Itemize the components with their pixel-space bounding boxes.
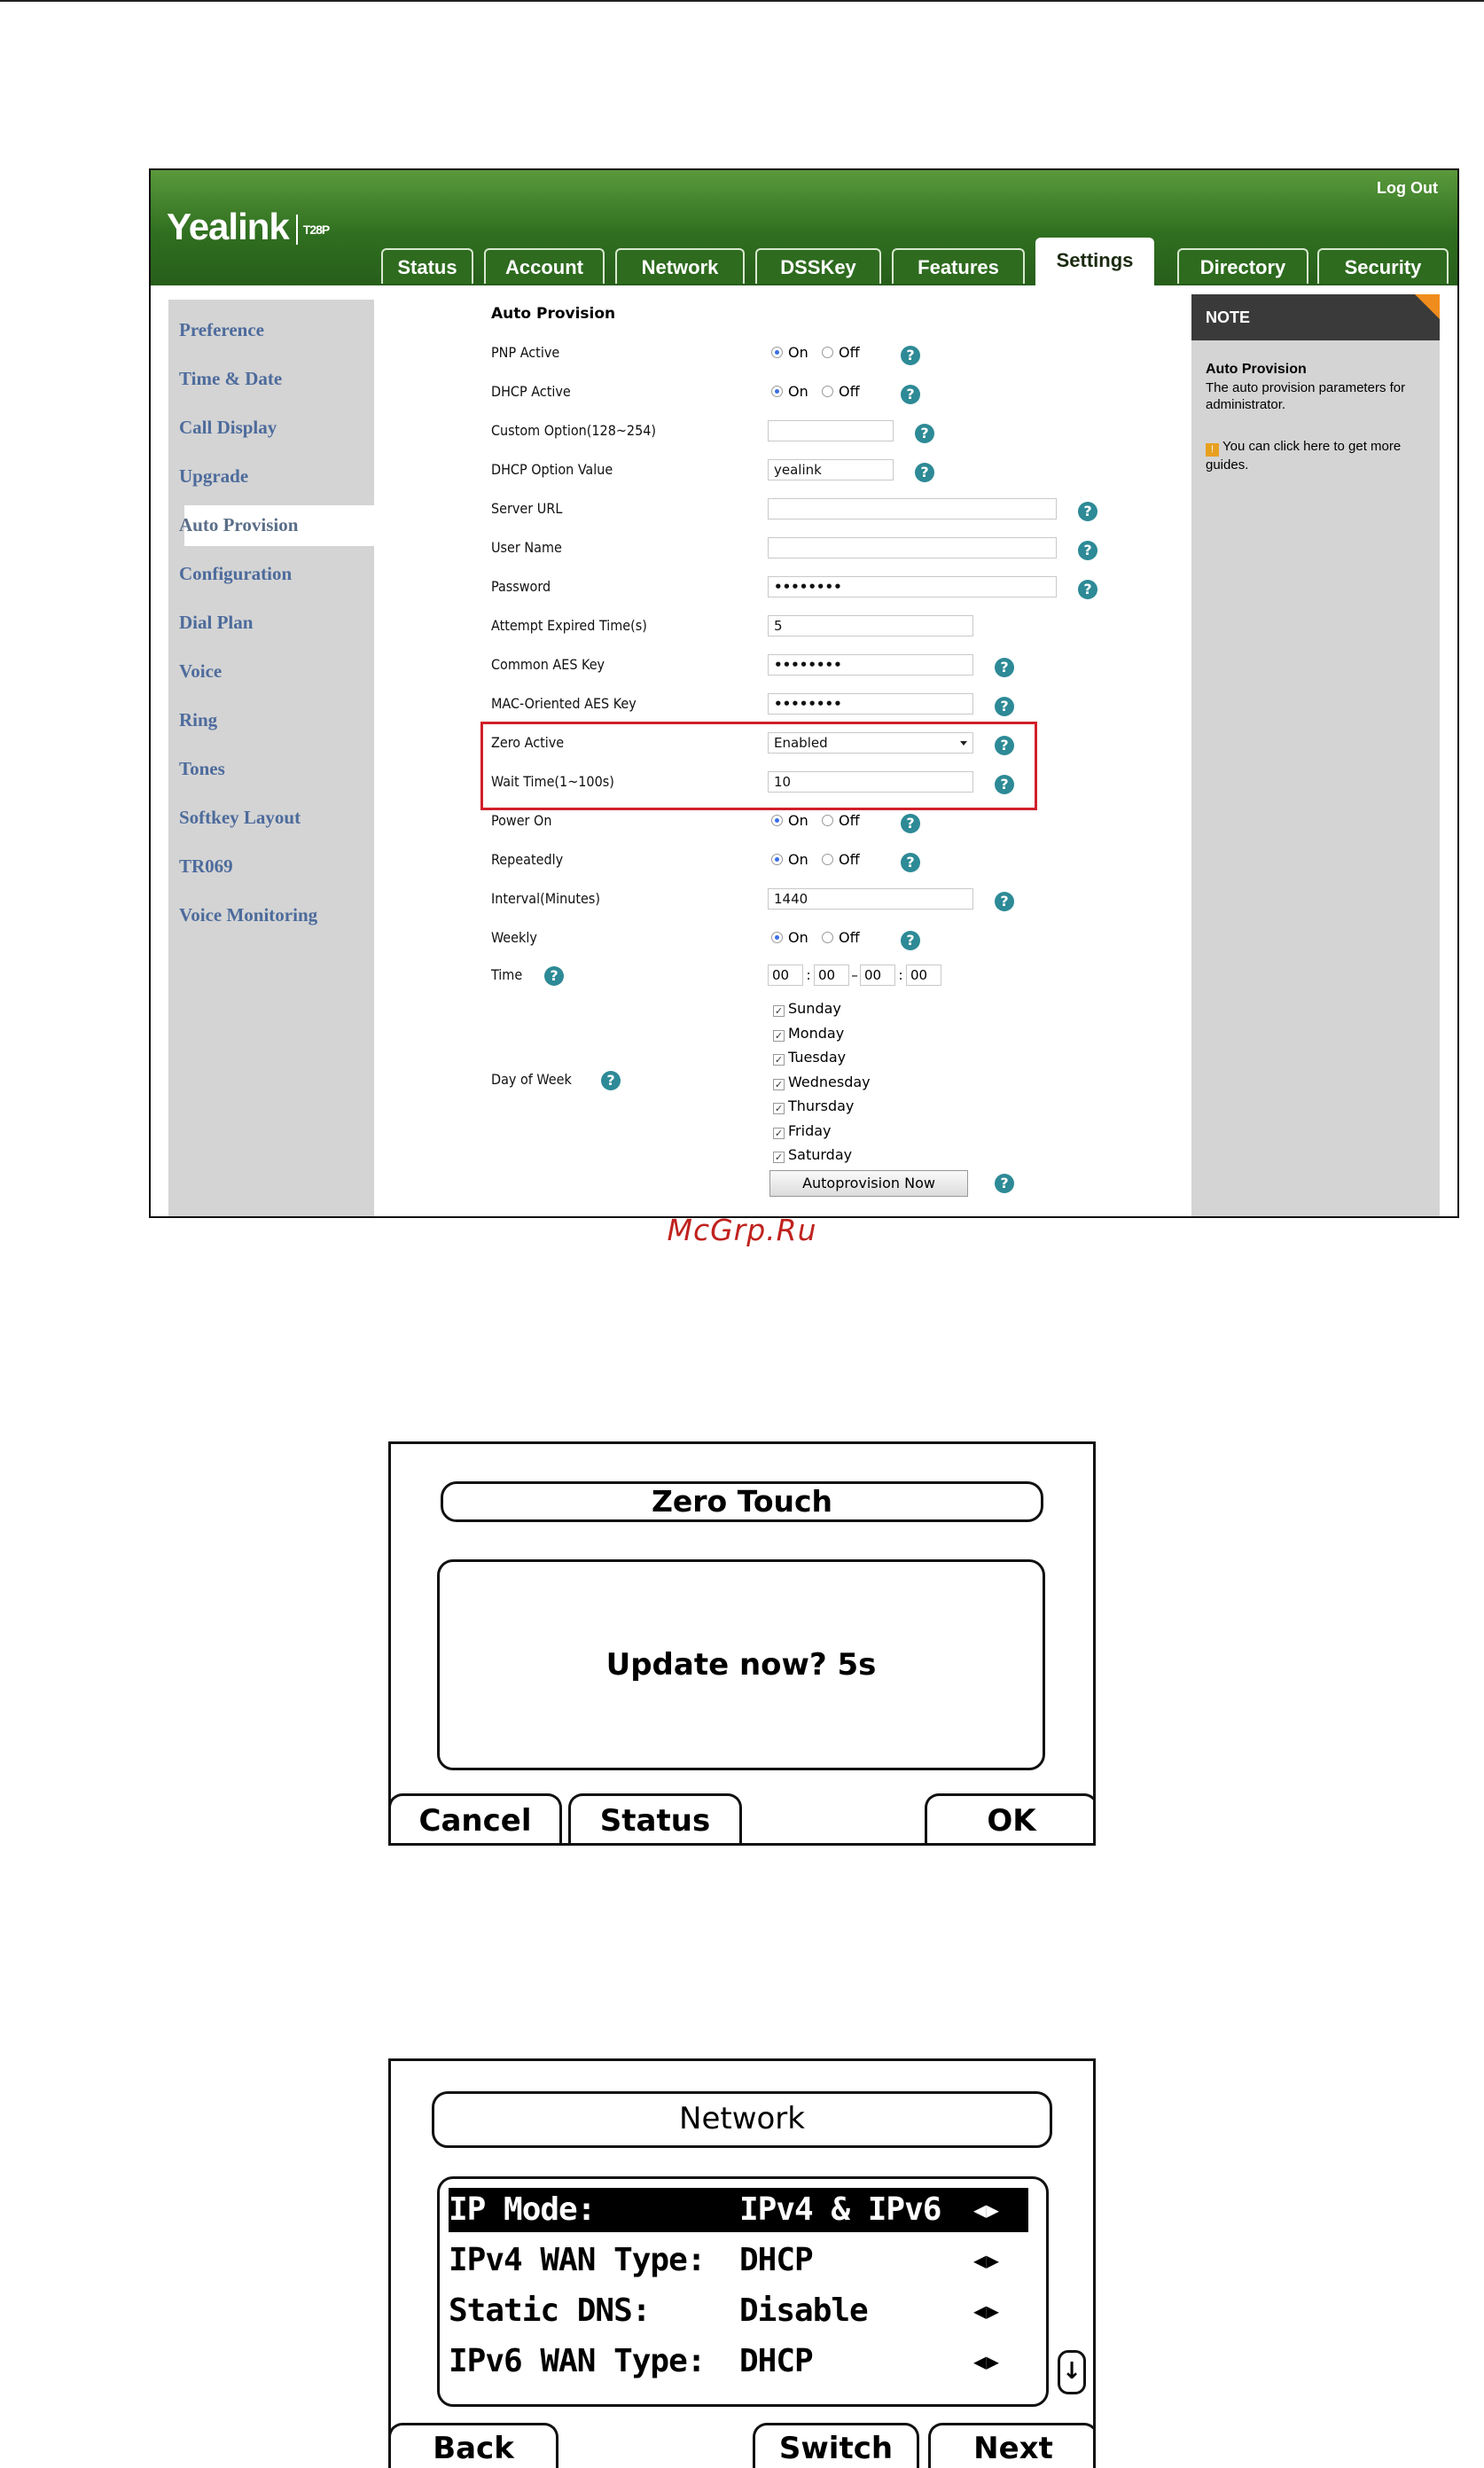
sidebar-item-call-display[interactable]: Call Display [179, 417, 277, 438]
repeatedly-on-radio[interactable] [771, 854, 783, 865]
day-checkbox-tuesday[interactable]: ✓ Tuesday [774, 1049, 847, 1066]
tab-account[interactable]: Account [484, 248, 605, 284]
mac-aes-input[interactable]: •••••••• [768, 693, 973, 715]
left-right-arrows-icon: ◀▶ [973, 2349, 999, 2374]
section-title: Auto Provision [491, 305, 616, 323]
sidebar-item-tr069[interactable]: TR069 [179, 855, 233, 877]
sidebar-item-voice[interactable]: Voice [179, 660, 223, 682]
user-name-label: User Name [491, 539, 562, 556]
page-top-rule [0, 0, 1484, 2]
note-panel [1191, 294, 1440, 1218]
tab-directory[interactable]: Directory [1177, 248, 1308, 284]
tab-dsskey[interactable]: DSSKey [755, 248, 881, 284]
help-icon[interactable]: ? [601, 1071, 621, 1090]
help-icon[interactable]: ? [901, 931, 920, 950]
weekly-off-radio[interactable] [822, 932, 833, 943]
start-hour-input[interactable]: 00 [768, 965, 803, 986]
zero-active-label: Zero Active [491, 734, 565, 751]
pnp-active-radio: On Off [771, 344, 860, 361]
help-icon[interactable]: ? [995, 892, 1014, 911]
end-hour-input[interactable]: 00 [860, 965, 895, 986]
mac-aes-label: MAC-Oriented AES Key [491, 695, 637, 712]
start-minute-input[interactable]: 00 [814, 965, 849, 986]
day-checkbox-saturday[interactable]: ✓ Saturday [774, 1146, 853, 1163]
screen-title: Zero Touch [441, 1481, 1043, 1522]
sidebar-item-ring[interactable]: Ring [179, 709, 218, 730]
logout-link[interactable]: Log Out [1377, 179, 1438, 197]
help-icon[interactable]: ? [1078, 541, 1097, 560]
chevron-down-icon [960, 741, 967, 746]
sidebar-item-softkey-layout[interactable]: Softkey Layout [179, 807, 301, 828]
left-right-arrows-icon: ◀▶ [973, 2248, 999, 2273]
scroll-down-icon[interactable]: ↓ [1058, 2350, 1086, 2394]
password-input[interactable]: •••••••• [768, 576, 1057, 597]
note-description: The auto provision parameters for administrator. [1206, 380, 1406, 412]
note-header: NOTE [1191, 294, 1440, 340]
note-title: Auto Provision [1206, 362, 1307, 377]
screen-title: Network [432, 2091, 1052, 2148]
day-checkbox-sunday[interactable]: ✓ Sunday [774, 1000, 841, 1017]
server-url-label: Server URL [491, 500, 563, 517]
common-aes-label: Common AES Key [491, 656, 605, 673]
help-icon[interactable]: ? [901, 853, 920, 872]
tab-network[interactable]: Network [615, 248, 745, 284]
pnp-off-radio[interactable] [822, 347, 833, 358]
tab-settings[interactable]: Settings [1035, 238, 1154, 285]
day-of-week-label: Day of Week [491, 1071, 572, 1088]
update-prompt: Update now? 5s [437, 1559, 1045, 1770]
sidebar-item-upgrade[interactable]: Upgrade [179, 465, 249, 487]
note-guide-link[interactable]: ! You can click here to get more guides. [1206, 439, 1402, 473]
weekly-on-radio[interactable] [771, 932, 783, 943]
repeatedly-label: Repeatedly [491, 851, 564, 868]
dhcp-active-label: DHCP Active [491, 383, 571, 400]
help-icon[interactable]: ? [1078, 580, 1097, 599]
interval-input[interactable]: 1440 [768, 888, 973, 910]
weekly-radio: On Off [771, 929, 860, 946]
help-icon[interactable]: ? [901, 814, 920, 833]
info-icon: ! [1206, 443, 1219, 457]
time-label: Time [491, 966, 523, 983]
help-icon[interactable]: ? [1078, 502, 1097, 521]
sidebar-item-tones[interactable]: Tones [179, 758, 225, 779]
power-on-radio: On Off [771, 812, 860, 829]
static-dns-row[interactable]: Static DNS: Disable ◀▶ [449, 2289, 1028, 2333]
sidebar-item-auto-provision[interactable]: Auto Provision [179, 514, 299, 535]
day-checkbox-friday[interactable]: ✓ Friday [774, 1121, 832, 1139]
switch-softkey[interactable]: Switch [753, 2423, 919, 2468]
time-range: 00 : 00 – 00 : 00 [768, 965, 941, 986]
help-icon[interactable]: ? [995, 658, 1014, 677]
help-icon[interactable]: ? [995, 697, 1014, 716]
ok-softkey[interactable]: OK [925, 1793, 1096, 1846]
sidebar-item-preference[interactable]: Preference [179, 319, 264, 340]
power-on-label: Power On [491, 812, 552, 829]
password-label: Password [491, 578, 551, 595]
repeatedly-radio: On Off [771, 851, 860, 868]
dhcp-option-value-label: DHCP Option Value [491, 461, 613, 478]
interval-label: Interval(Minutes) [491, 890, 601, 907]
cancel-softkey[interactable]: Cancel [388, 1793, 562, 1846]
day-checkbox-thursday[interactable]: ✓ Thursday [774, 1097, 855, 1114]
autoprovision-now-button[interactable]: Autoprovision Now [769, 1170, 968, 1197]
left-right-arrows-icon: ◀▶ [973, 2299, 999, 2324]
header-bar [151, 170, 1457, 285]
settings-list [437, 2176, 1049, 2407]
watermark: McGrp.Ru [667, 1213, 817, 1247]
help-icon[interactable]: ? [901, 346, 920, 365]
help-icon[interactable]: ? [995, 736, 1014, 755]
repeatedly-off-radio[interactable] [822, 854, 833, 865]
dhcp-option-value-input[interactable]: yealink [768, 459, 894, 480]
next-softkey[interactable]: Next [928, 2423, 1096, 2468]
tab-status[interactable]: Status [381, 248, 473, 284]
dhcp-active-radio: On Off [771, 383, 860, 400]
power-on-on-radio[interactable] [771, 815, 783, 826]
zero-active-select[interactable]: Enabled [768, 732, 973, 754]
tab-security[interactable]: Security [1317, 248, 1449, 284]
ipv6-wan-type-row[interactable]: IPv6 WAN Type: DHCP ◀▶ [449, 2339, 1028, 2384]
day-of-week-list [773, 996, 871, 1168]
end-minute-input[interactable]: 00 [906, 965, 941, 986]
custom-option-input[interactable] [768, 420, 894, 441]
day-checkbox-wednesday[interactable]: ✓ Wednesday [774, 1073, 871, 1090]
help-icon[interactable]: ? [995, 775, 1014, 794]
day-checkbox-monday[interactable]: ✓ Monday [774, 1024, 845, 1042]
note-corner-decoration [1415, 294, 1440, 319]
back-softkey[interactable]: Back [388, 2423, 558, 2468]
power-on-off-radio[interactable] [822, 815, 833, 826]
sidebar-item-dial-plan[interactable]: Dial Plan [179, 612, 254, 633]
tab-features[interactable]: Features [892, 248, 1025, 284]
wait-time-input[interactable]: 10 [768, 771, 973, 793]
attempt-expired-input[interactable]: 5 [768, 615, 973, 637]
ipv4-wan-type-row[interactable]: IPv4 WAN Type: DHCP ◀▶ [449, 2238, 1028, 2283]
attempt-expired-label: Attempt Expired Time(s) [491, 617, 647, 634]
help-icon[interactable]: ? [915, 424, 934, 443]
wait-time-label: Wait Time(1~100s) [491, 773, 614, 790]
pnp-active-label: PNP Active [491, 344, 560, 361]
dhcp-on-radio[interactable] [771, 386, 783, 397]
network-screen [388, 2058, 1096, 2468]
help-icon[interactable]: ? [901, 385, 920, 404]
status-softkey[interactable]: Status [568, 1793, 742, 1846]
ip-mode-row[interactable]: IP Mode: IPv4 & IPv6 ◀▶ [449, 2188, 1028, 2232]
sidebar-item-time-date[interactable]: Time & Date [179, 368, 283, 389]
custom-option-label: Custom Option(128~254) [491, 422, 656, 439]
yealink-logo: Yealink T28P [167, 206, 330, 247]
help-icon[interactable]: ? [544, 966, 564, 986]
help-icon[interactable]: ? [915, 463, 934, 482]
server-url-input[interactable] [768, 498, 1057, 519]
user-name-input[interactable] [768, 537, 1057, 558]
sidebar-item-configuration[interactable]: Configuration [179, 563, 293, 584]
weekly-label: Weekly [491, 929, 537, 946]
help-icon[interactable]: ? [995, 1174, 1014, 1193]
dhcp-off-radio[interactable] [822, 386, 833, 397]
common-aes-input[interactable]: •••••••• [768, 654, 973, 676]
left-right-arrows-icon: ◀▶ [973, 2198, 999, 2222]
sidebar-item-voice-monitoring[interactable]: Voice Monitoring [179, 904, 318, 926]
zero-touch-screen [388, 1441, 1096, 1846]
pnp-on-radio[interactable] [771, 347, 783, 358]
web-ui-screenshot [149, 168, 1459, 1218]
